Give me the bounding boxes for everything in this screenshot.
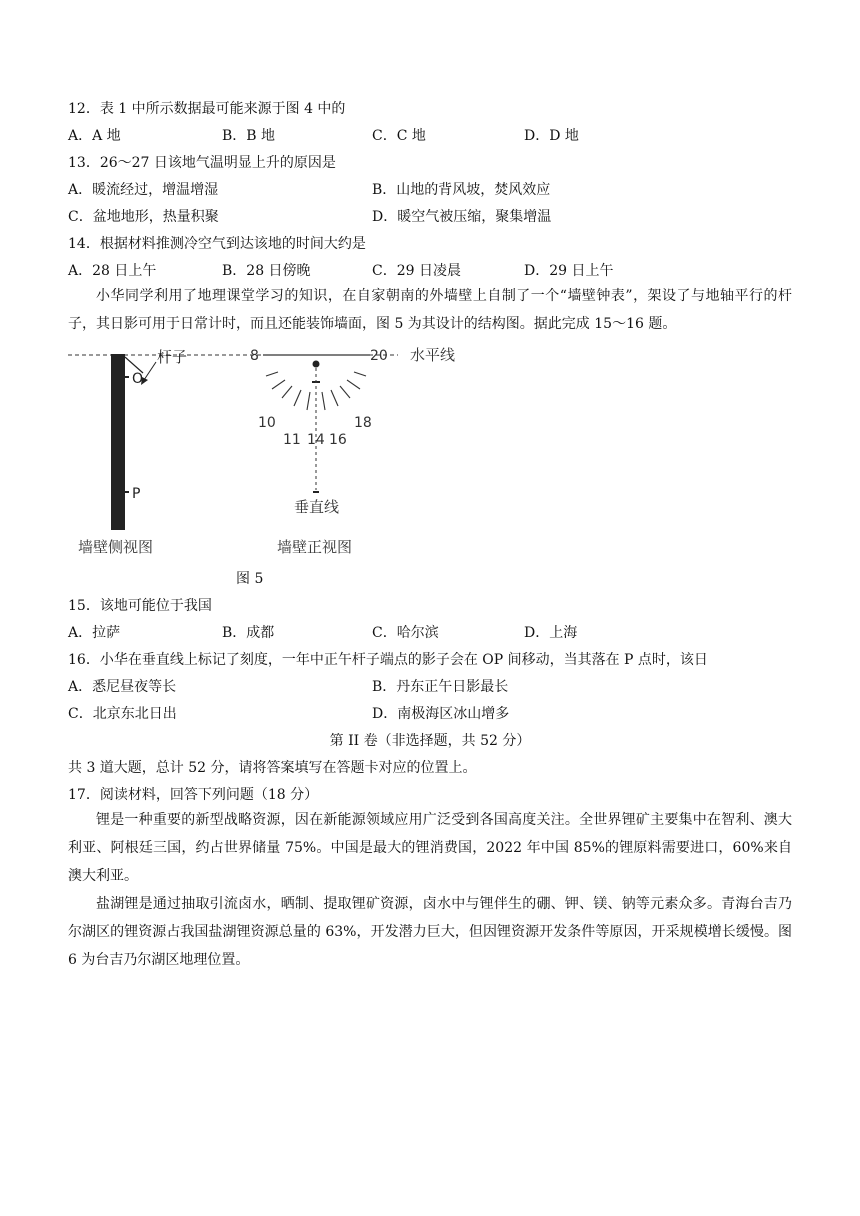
wall-side	[111, 354, 125, 530]
q13-stem: 13．26～27 日该地气温明显上升的原因是	[68, 155, 336, 171]
hour-line-10	[272, 380, 285, 389]
q14-option-d: D．29 日上午	[524, 263, 614, 279]
hour-line-10b	[282, 386, 292, 398]
q16-option-b: B．丹东正午日影最长	[372, 679, 509, 695]
hour-line-9	[266, 372, 278, 376]
q16-option-a: A．悉尼昼夜等长	[68, 679, 177, 695]
hour-line-13	[322, 392, 325, 410]
hour-line-15	[340, 386, 350, 398]
q16-option-d: D．南极海区冰山增多	[372, 706, 510, 722]
hour-line-17	[354, 372, 366, 376]
figure-5-caption: 图 5	[236, 571, 264, 587]
horizon-label: 水平线	[410, 346, 456, 364]
q15-option-d: D．上海	[524, 625, 578, 641]
plumb-label: 垂直线	[294, 498, 340, 516]
hour-20: 20	[370, 348, 388, 364]
q12-stem: 12．表 1 中所示数据最可能来源于图 4 中的	[68, 101, 346, 117]
hour-18: 18	[354, 415, 372, 431]
section-2-title: 第 II 卷（非选择题，共 52 分）	[329, 733, 531, 749]
rod-arrow	[144, 362, 156, 380]
q16-option-c: C．北京东北日出	[68, 706, 177, 722]
q14-option-c: C．29 日凌晨	[372, 263, 461, 279]
rod-label: 杆子	[157, 348, 188, 366]
q15-option-c: C．哈尔滨	[372, 625, 439, 641]
q13-option-d: D．暖空气被压缩，聚集增温	[372, 209, 552, 225]
section-2-note: 共 3 道大题，总计 52 分，请将答案填写在答题卡对应的位置上。	[68, 760, 477, 776]
hour-line-11	[294, 390, 301, 406]
front-view-caption: 墙壁正视图	[277, 538, 353, 556]
intro-15-16: 小华同学利用了地理课堂学习的知识，在自家朝南的外墙壁上自制了一个“墙壁钟表”，架设了与地轴平行的杆子，其日影可用于日常计时，而且还能装饰墙面，图 5 为其设计的结构图。据此完成 15～16 题。	[68, 288, 792, 332]
q15-option-b: B．成都	[222, 625, 275, 641]
q17-paragraph-2: 盐湖锂是通过抽取引流卤水，晒制、提取锂矿资源，卤水中与锂伴生的硼、钾、镁、钠等元素众多。青海台吉乃尔湖区的锂资源占我国盐湖锂资源总量的 63%，开发潜力巨大，但因锂资源开发条件等原因，开采规模增长缓慢。图 6 为台吉乃尔湖区地理位置。	[68, 896, 792, 968]
q14-stem: 14．根据材料推测冷空气到达该地的时间大约是	[68, 236, 366, 252]
q12-option-a: A．A 地	[68, 128, 121, 144]
figure-5	[60, 340, 500, 565]
q17-stem: 17．阅读材料，回答下列问题（18 分）	[68, 787, 319, 803]
hour-8: 8	[250, 348, 259, 364]
q14-option-b: B．28 日傍晚	[222, 263, 311, 279]
q15-option-a: A．拉萨	[68, 625, 121, 641]
q12-option-b: B．B 地	[222, 128, 276, 144]
q15-stem: 15．该地可能位于我国	[68, 598, 212, 614]
q14-option-a: A．28 日上午	[68, 263, 157, 279]
point-p-label: P	[132, 486, 141, 502]
hour-10: 10	[258, 415, 276, 431]
q13-option-c: C．盆地地形，热量积聚	[68, 209, 219, 225]
point-o-label: O	[132, 371, 144, 387]
q16-stem: 16．小华在垂直线上标记了刻度，一年中正午杆子端点的影子会在 OP 间移动，当其落在 P 点时，该日	[68, 652, 708, 668]
q13-option-a: A．暖流经过，增温增湿	[68, 182, 219, 198]
q12-option-d: D．D 地	[524, 128, 579, 144]
hour-11: 11	[283, 432, 301, 448]
hour-line-12a	[307, 392, 310, 410]
hour-line-14	[331, 390, 338, 406]
hour-line-16	[347, 380, 360, 389]
q12-option-c: C．C 地	[372, 128, 426, 144]
hour-16: 16	[329, 432, 347, 448]
rod-end-dot	[313, 361, 320, 368]
side-view-caption: 墙壁侧视图	[78, 538, 154, 556]
hour-14: 14	[307, 432, 325, 448]
q17-paragraph-1: 锂是一种重要的新型战略资源，因在新能源领域应用广泛受到各国高度关注。全世界锂矿主要集中在智利、澳大利亚、阿根廷三国，约占世界储量 75%。中国是最大的锂消费国，2022 年中国 85%的锂原料需要进口，60%来自澳大利亚。	[68, 812, 792, 884]
q13-option-b: B．山地的背风坡，焚风效应	[372, 182, 551, 198]
